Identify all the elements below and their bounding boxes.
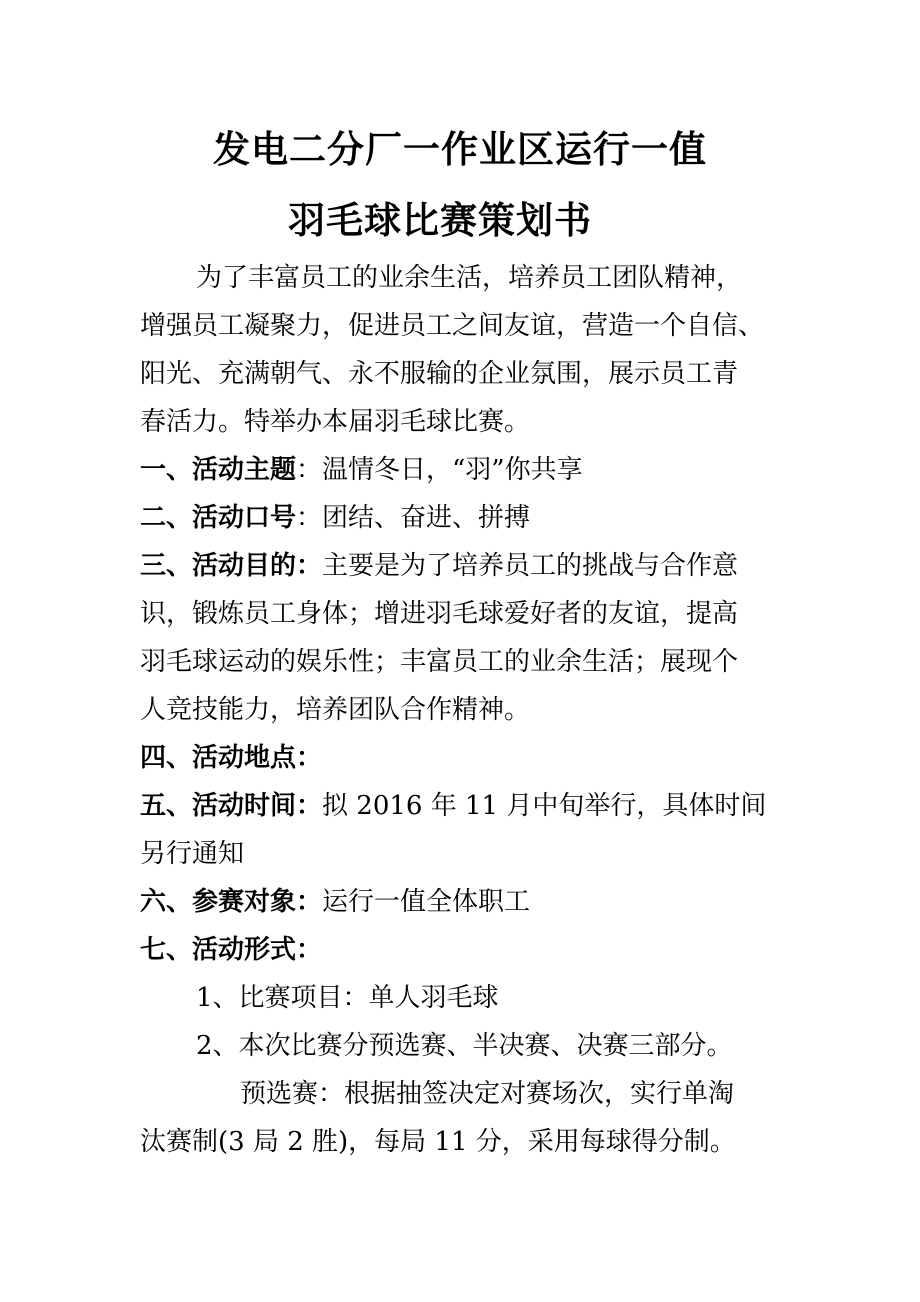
section-participants-heading: 六、参赛对象： (140, 887, 323, 917)
section-format-prelim: 预选赛：根据抽签决定对赛场次，实行单淘 (240, 1079, 735, 1109)
section-purpose-text: 主要是为了培养员工的挑战与合作意 (322, 551, 739, 581)
section-format-prelim-line-2: 汰赛制(3 局 2 胜)，每局 11 分，采用每球得分制。 (140, 1127, 736, 1157)
section-purpose (140, 549, 738, 583)
section-purpose-heading: 三、活动目的： (140, 551, 323, 581)
document-title-line-1: 发电二分厂一作业区运行一值 (213, 128, 707, 171)
section-slogan-heading: 二、活动口号 (140, 503, 297, 533)
section-purpose-line-2: 识，锻炼员工身体；增进羽毛球爱好者的友谊，提高 (140, 599, 739, 629)
section-time-heading: 五、活动时间： (140, 791, 323, 821)
section-participants (140, 885, 530, 919)
section-slogan (140, 501, 530, 535)
section-theme-heading: 一、活动主题 (140, 455, 297, 485)
intro-line-4: 春活力。特举办本届羽毛球比赛。 (140, 407, 531, 437)
section-format-item-2: 2、本次比赛分预选赛、半决赛、决赛三部分。 (196, 1031, 733, 1061)
section-time (140, 789, 766, 823)
intro-line-3: 阳光、充满朝气、永不服输的企业氛围，展示员工青 (140, 359, 739, 389)
section-theme-text: ：温情冬日，“羽”你共享 (296, 455, 583, 485)
section-format-heading: 七、活动形式： (140, 935, 323, 965)
document-title-line-2: 羽毛球比赛策划书 (288, 199, 592, 242)
section-format-item-1: 1、比赛项目：单人羽毛球 (196, 983, 499, 1013)
intro-line-2: 增强员工凝聚力，促进员工之间友谊，营造一个自信、 (140, 311, 765, 341)
section-purpose-line-3: 羽毛球运动的娱乐性；丰富员工的业余生活；展现个 (140, 647, 739, 677)
intro-line-1: 为了丰富员工的业余生活，培养员工团队精神， (196, 263, 743, 293)
section-time-line-2: 另行通知 (140, 839, 245, 869)
section-purpose-line-4: 人竞技能力，培养团队合作精神。 (140, 695, 531, 725)
section-theme (140, 453, 583, 487)
section-location-heading: 四、活动地点： (140, 743, 323, 773)
section-time-text: 拟 2016 年 11 月中旬举行，具体时间 (322, 791, 767, 821)
section-participants-text: 运行一值全体职工 (322, 887, 531, 917)
section-slogan-text: ：团结、奋进、拼搏 (296, 503, 531, 533)
